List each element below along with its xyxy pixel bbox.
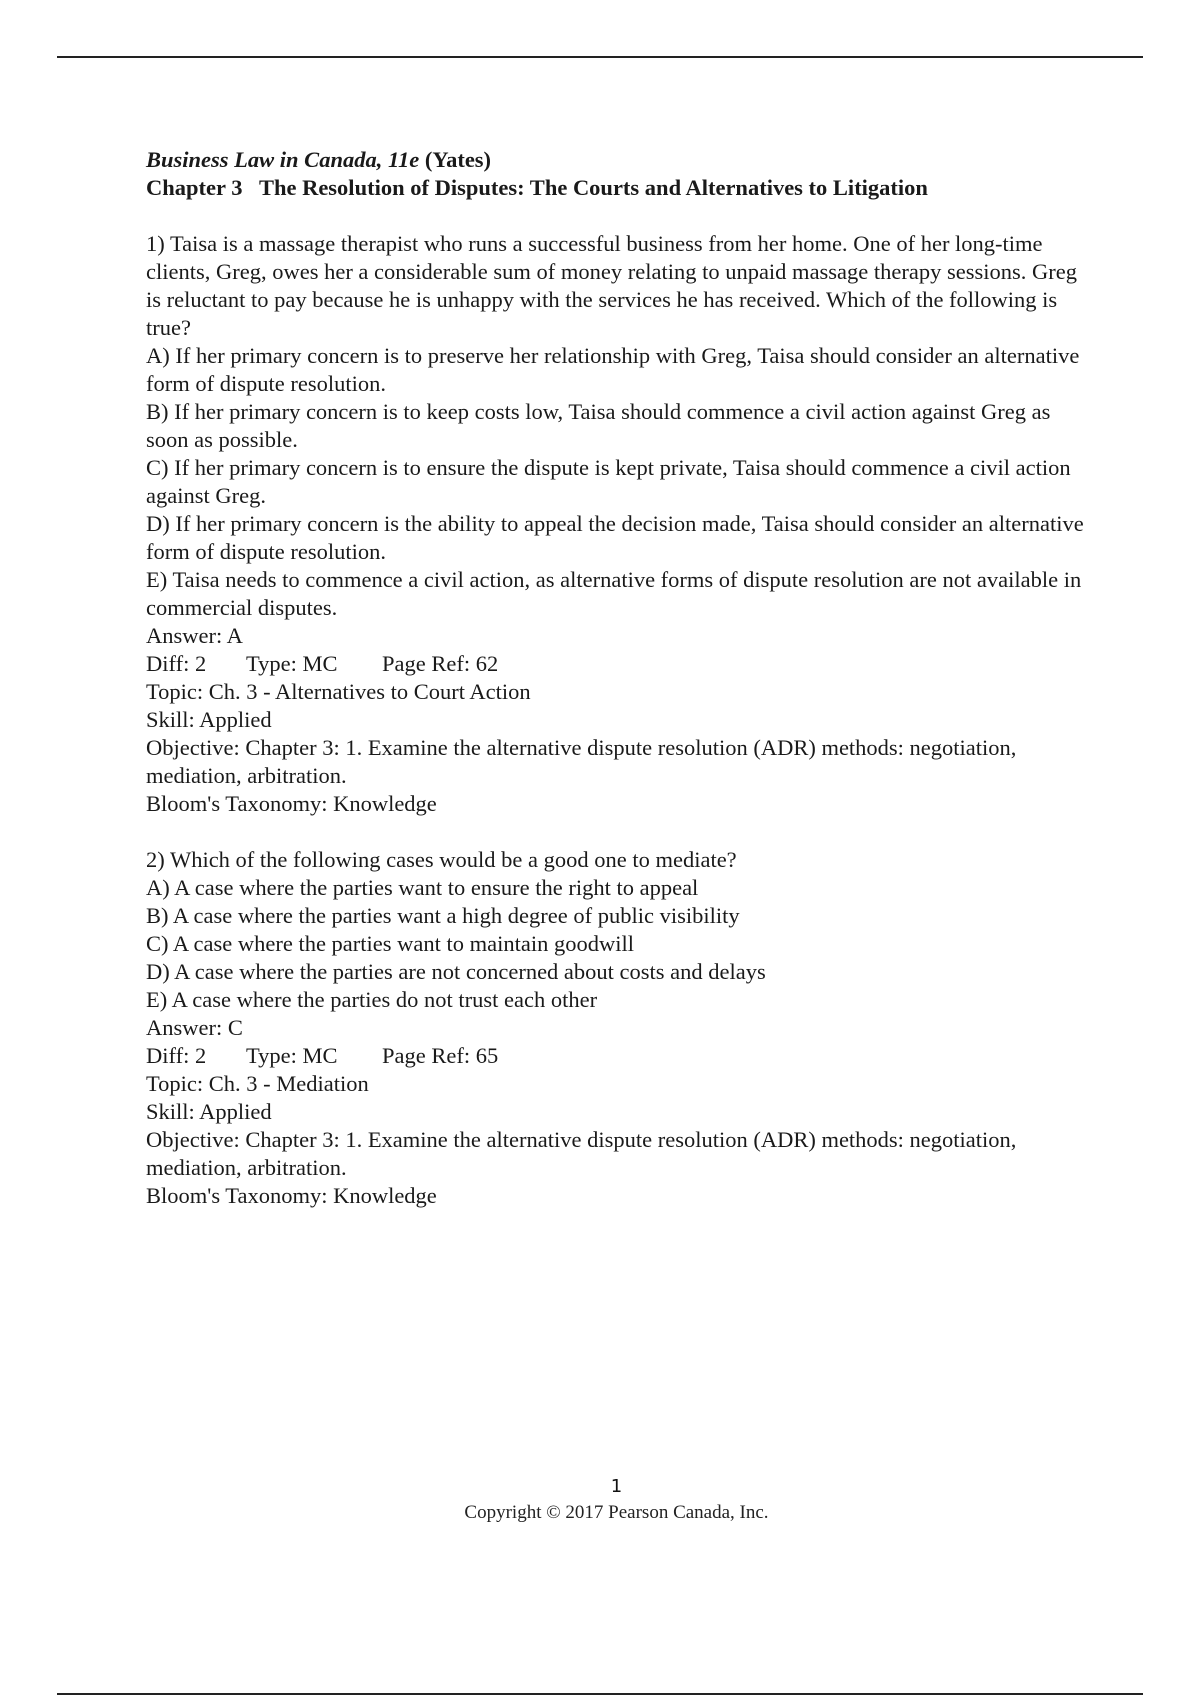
top-rule bbox=[57, 56, 1143, 58]
option-d: D) A case where the parties are not concerned about costs and delays bbox=[146, 959, 766, 984]
option-b: B) If her primary concern is to keep costs low, Taisa should commence a civil action against Greg as soon as possible. bbox=[146, 399, 1051, 452]
question-stem: 2) Which of the following cases would be a good one to mediate? bbox=[146, 847, 737, 872]
skill: Skill: Applied bbox=[146, 707, 272, 732]
option-c: C) If her primary concern is to ensure the dispute is kept private, Taisa should commence a civil action against Greg. bbox=[146, 455, 1071, 508]
book-title: Business Law in Canada, 11e bbox=[146, 147, 420, 172]
page-ref: Page Ref: 65 bbox=[382, 1043, 499, 1068]
difficulty: Diff: 2 bbox=[146, 651, 207, 676]
meta-row bbox=[146, 650, 1096, 678]
skill: Skill: Applied bbox=[146, 1099, 272, 1124]
option-e: E) A case where the parties do not trust each other bbox=[146, 987, 598, 1012]
question-2 bbox=[146, 846, 1096, 1210]
blooms-taxonomy: Bloom's Taxonomy: Knowledge bbox=[146, 791, 437, 816]
option-c: C) A case where the parties want to maintain goodwill bbox=[146, 931, 635, 956]
option-a: A) If her primary concern is to preserve her relationship with Greg, Taisa should consider an alternative form of dispute resolution. bbox=[146, 343, 1080, 396]
chapter-title: The Resolution of Disputes: The Courts and Alternatives to Litigation bbox=[258, 175, 928, 200]
difficulty: Diff: 2 bbox=[146, 1043, 207, 1068]
question-type: Type: MC bbox=[246, 651, 338, 676]
page-number: 1 bbox=[610, 1476, 623, 1497]
blooms-taxonomy: Bloom's Taxonomy: Knowledge bbox=[146, 1183, 437, 1208]
answer: Answer: A bbox=[146, 623, 243, 648]
question-stem: 1) Taisa is a massage therapist who runs a successful business from her home. One of her long-time clients, Greg, owes her a considerable sum of money relating to unpaid massage therapy sessions. Greg is reluctant to pay because he is unhappy with the services he has received. Which of the following is true? bbox=[146, 231, 1077, 340]
option-d: D) If her primary concern is the ability to appeal the decision made, Taisa should consider an alternative form of dispute resolution. bbox=[146, 511, 1084, 564]
chapter-label: Chapter 3 bbox=[146, 175, 243, 200]
bottom-rule bbox=[57, 1693, 1143, 1695]
objective: Objective: Chapter 3: 1. Examine the alternative dispute resolution (ADR) methods: negotiation, mediation, arbitration. bbox=[146, 735, 1017, 788]
chapter-heading bbox=[146, 174, 1096, 202]
book-title-line bbox=[146, 146, 1096, 174]
topic: Topic: Ch. 3 - Alternatives to Court Action bbox=[146, 679, 531, 704]
option-e: E) Taisa needs to commence a civil action, as alternative forms of dispute resolution are not available in commercial disputes. bbox=[146, 567, 1082, 620]
copyright-notice: Copyright © 2017 Pearson Canada, Inc. bbox=[464, 1502, 769, 1523]
question-1 bbox=[146, 230, 1096, 818]
question-type: Type: MC bbox=[246, 1043, 338, 1068]
page-ref: Page Ref: 62 bbox=[382, 651, 499, 676]
topic: Topic: Ch. 3 - Mediation bbox=[146, 1071, 369, 1096]
option-a: A) A case where the parties want to ensure the right to appeal bbox=[146, 875, 699, 900]
objective: Objective: Chapter 3: 1. Examine the alternative dispute resolution (ADR) methods: negotiation, mediation, arbitration. bbox=[146, 1127, 1017, 1180]
book-author: (Yates) bbox=[424, 147, 492, 172]
meta-row bbox=[146, 1042, 1096, 1070]
option-b: B) A case where the parties want a high degree of public visibility bbox=[146, 903, 740, 928]
document-body bbox=[146, 146, 1096, 1210]
answer: Answer: C bbox=[146, 1015, 243, 1040]
